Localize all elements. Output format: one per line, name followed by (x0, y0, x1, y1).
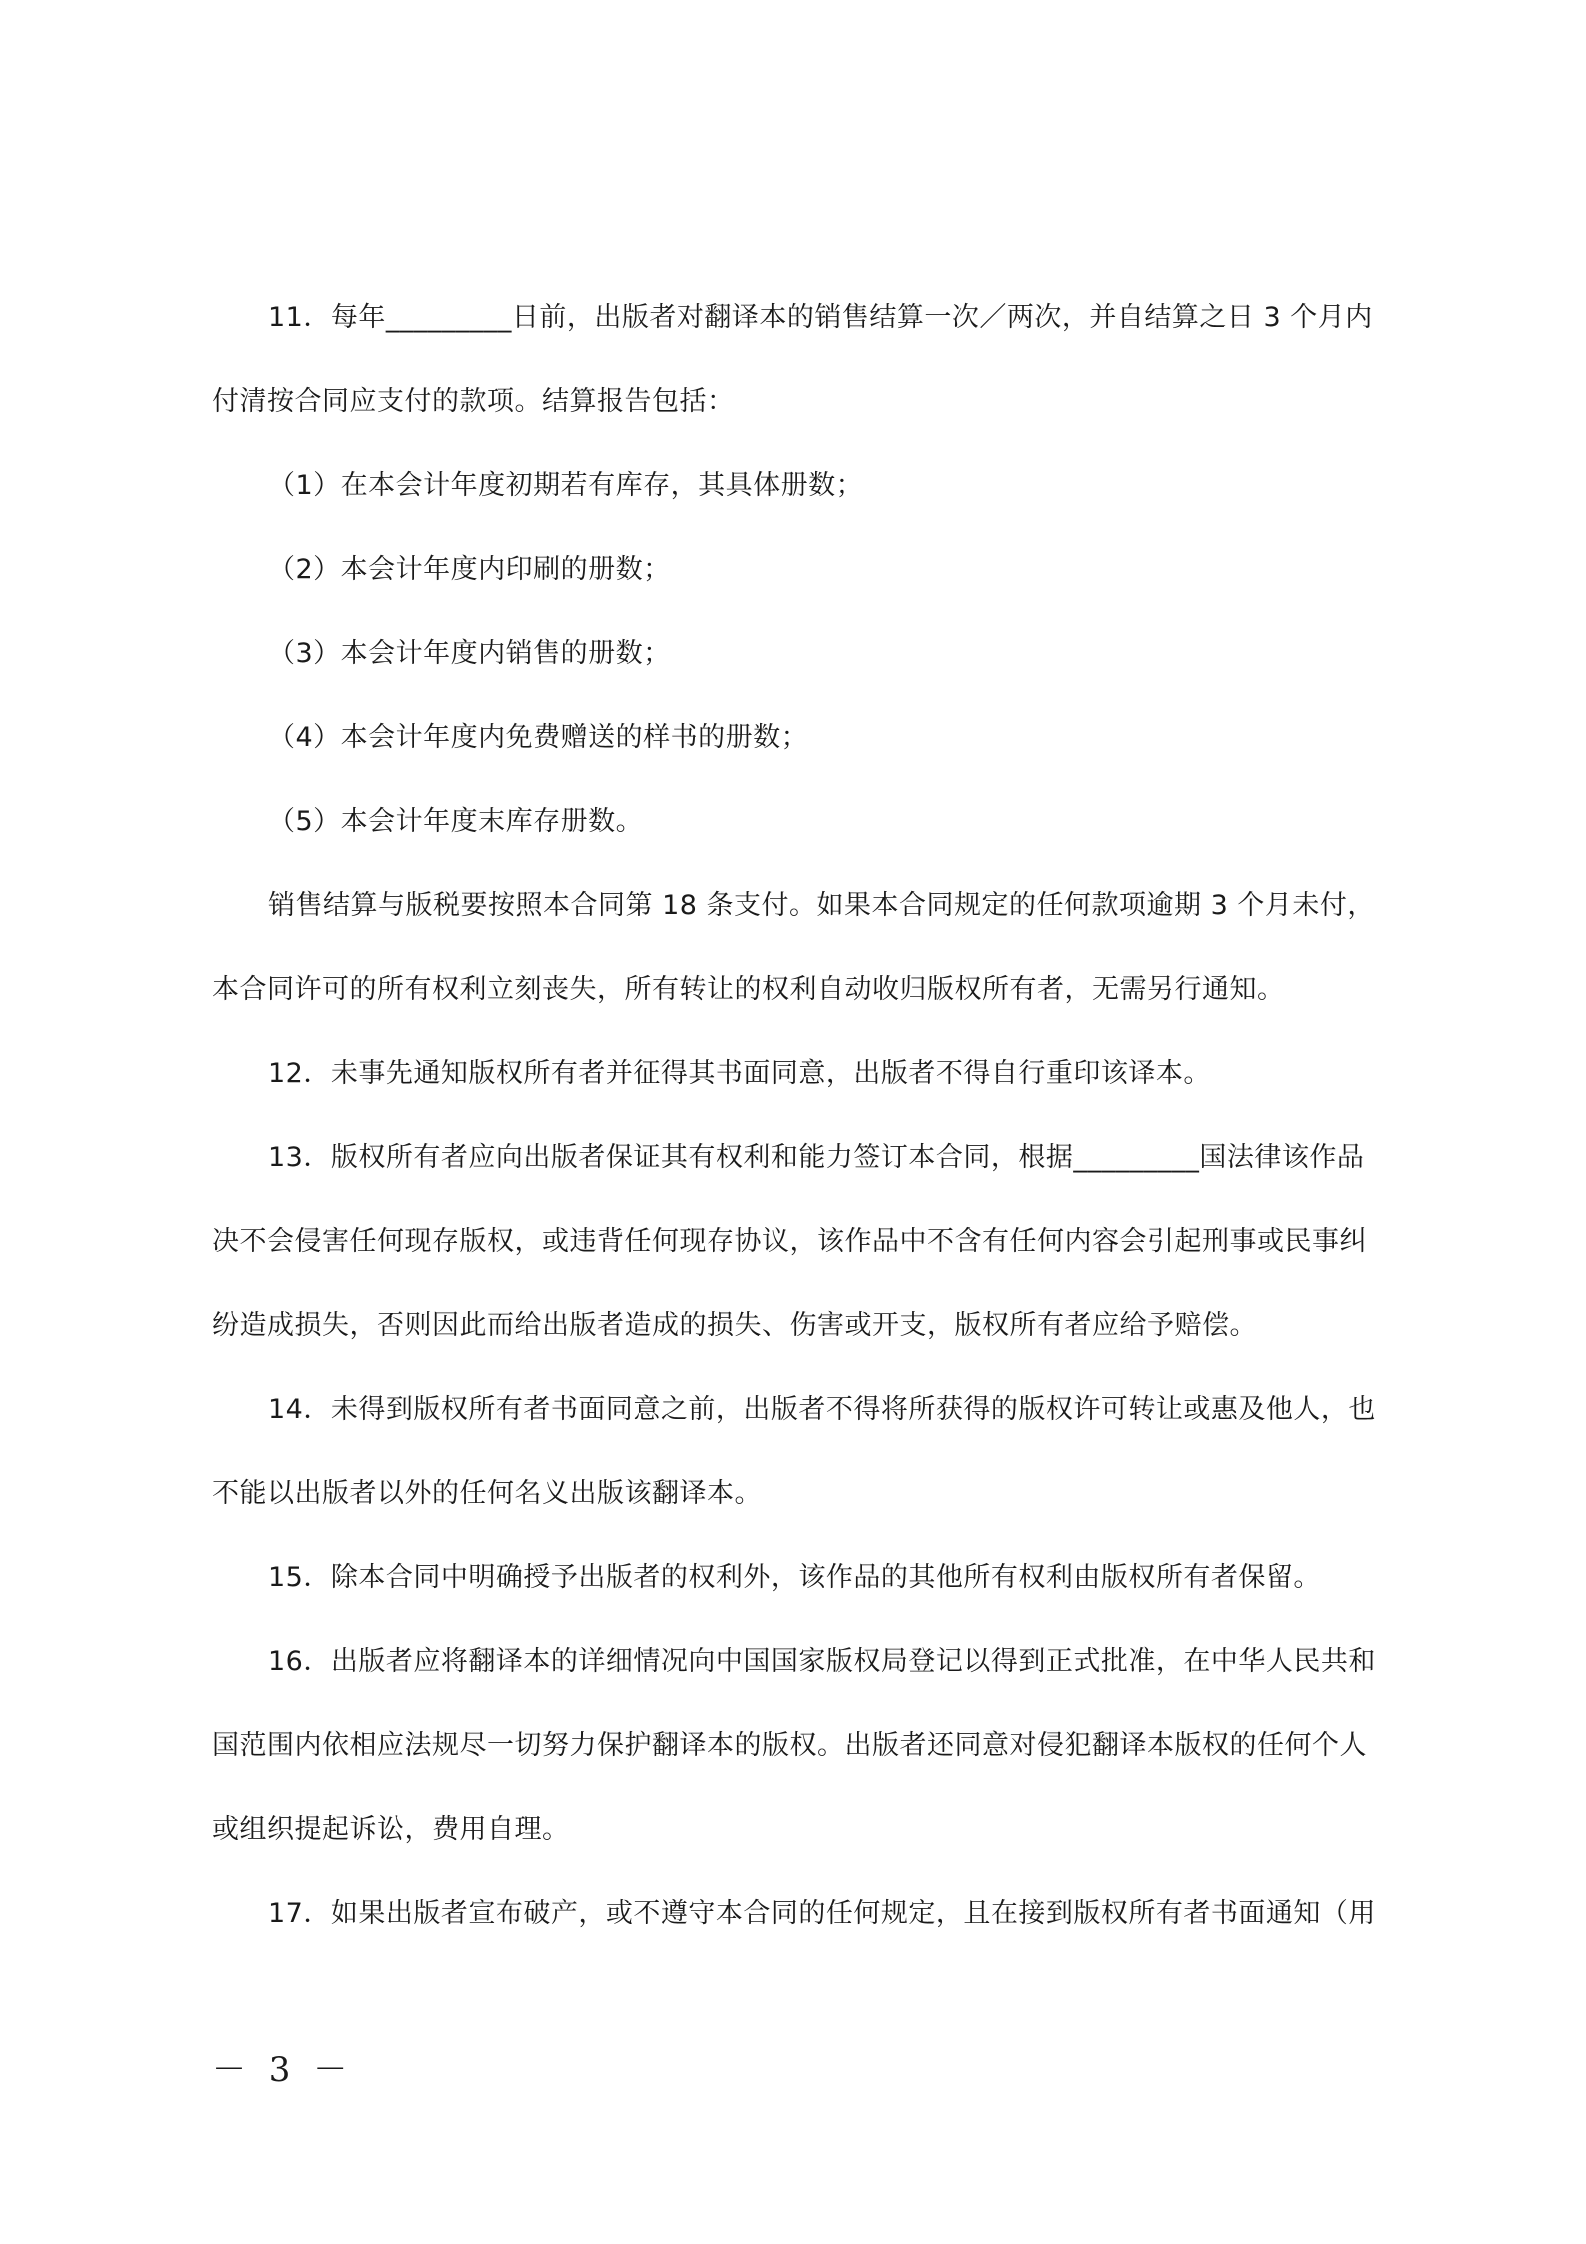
clause-16-line-1: 16．出版者应将翻译本的详细情况向中国国家版权局登记以得到正式批准，在中华人民共和 (268, 1646, 1376, 1677)
clause-11-line-2: 付清按合同应支付的款项。结算报告包括： (212, 386, 735, 417)
clause-12-line-1: 12．未事先通知版权所有者并征得其书面同意，出版者不得自行重印该译本。 (268, 1058, 1211, 1089)
report-item-2: （2）本会计年度内印刷的册数； (268, 554, 671, 585)
clause-14-line-1: 14．未得到版权所有者书面同意之前，出版者不得将所获得的版权许可转让或惠及他人，也 (268, 1394, 1376, 1425)
settlement-paragraph-line-1: 销售结算与版税要按照本合同第 18 条支付。如果本合同规定的任何款项逾期 3 个月未付， (268, 890, 1375, 921)
clause-13-line-2: 决不会侵害任何现存版权，或违背任何现存协议，该作品中不含有任何内容会引起刑事或民事纠 (212, 1226, 1367, 1257)
clause-15-line-1: 15．除本合同中明确授予出版者的权利外，该作品的其他所有权利由版权所有者保留。 (268, 1562, 1321, 1593)
clause-14-line-2: 不能以出版者以外的任何名义出版该翻译本。 (212, 1478, 762, 1509)
report-item-4: （4）本会计年度内免费赠送的样书的册数； (268, 722, 809, 753)
settlement-paragraph-line-2: 本合同许可的所有权利立刻丧失，所有转让的权利自动收归版权所有者，无需另行通知。 (212, 974, 1285, 1005)
clause-16-line-2: 国范围内依相应法规尽一切努力保护翻译本的版权。出版者还同意对侵犯翻译本版权的任何个人 (212, 1730, 1367, 1761)
report-item-1: （1）在本会计年度初期若有库存，其具体册数； (268, 470, 864, 501)
clause-11-line-1: 11．每年_________日前，出版者对翻译本的销售结算一次／两次，并自结算之日 3 个月内 (268, 302, 1373, 333)
clause-17-line-1: 17．如果出版者宣布破产，或不遵守本合同的任何规定，且在接到版权所有者书面通知（用 (268, 1898, 1376, 1929)
page-number: － 3 － (212, 2050, 354, 2090)
clause-13-line-1: 13．版权所有者应向出版者保证其有权利和能力签订本合同，根据_________国法律该作品 (268, 1142, 1365, 1173)
clause-16-line-3: 或组织提起诉讼，费用自理。 (212, 1814, 570, 1845)
report-item-5: （5）本会计年度末库存册数。 (268, 806, 644, 837)
clause-13-line-3: 纷造成损失，否则因此而给出版者造成的损失、伤害或开支，版权所有者应给予赔偿。 (212, 1310, 1257, 1341)
report-item-3: （3）本会计年度内销售的册数； (268, 638, 671, 669)
